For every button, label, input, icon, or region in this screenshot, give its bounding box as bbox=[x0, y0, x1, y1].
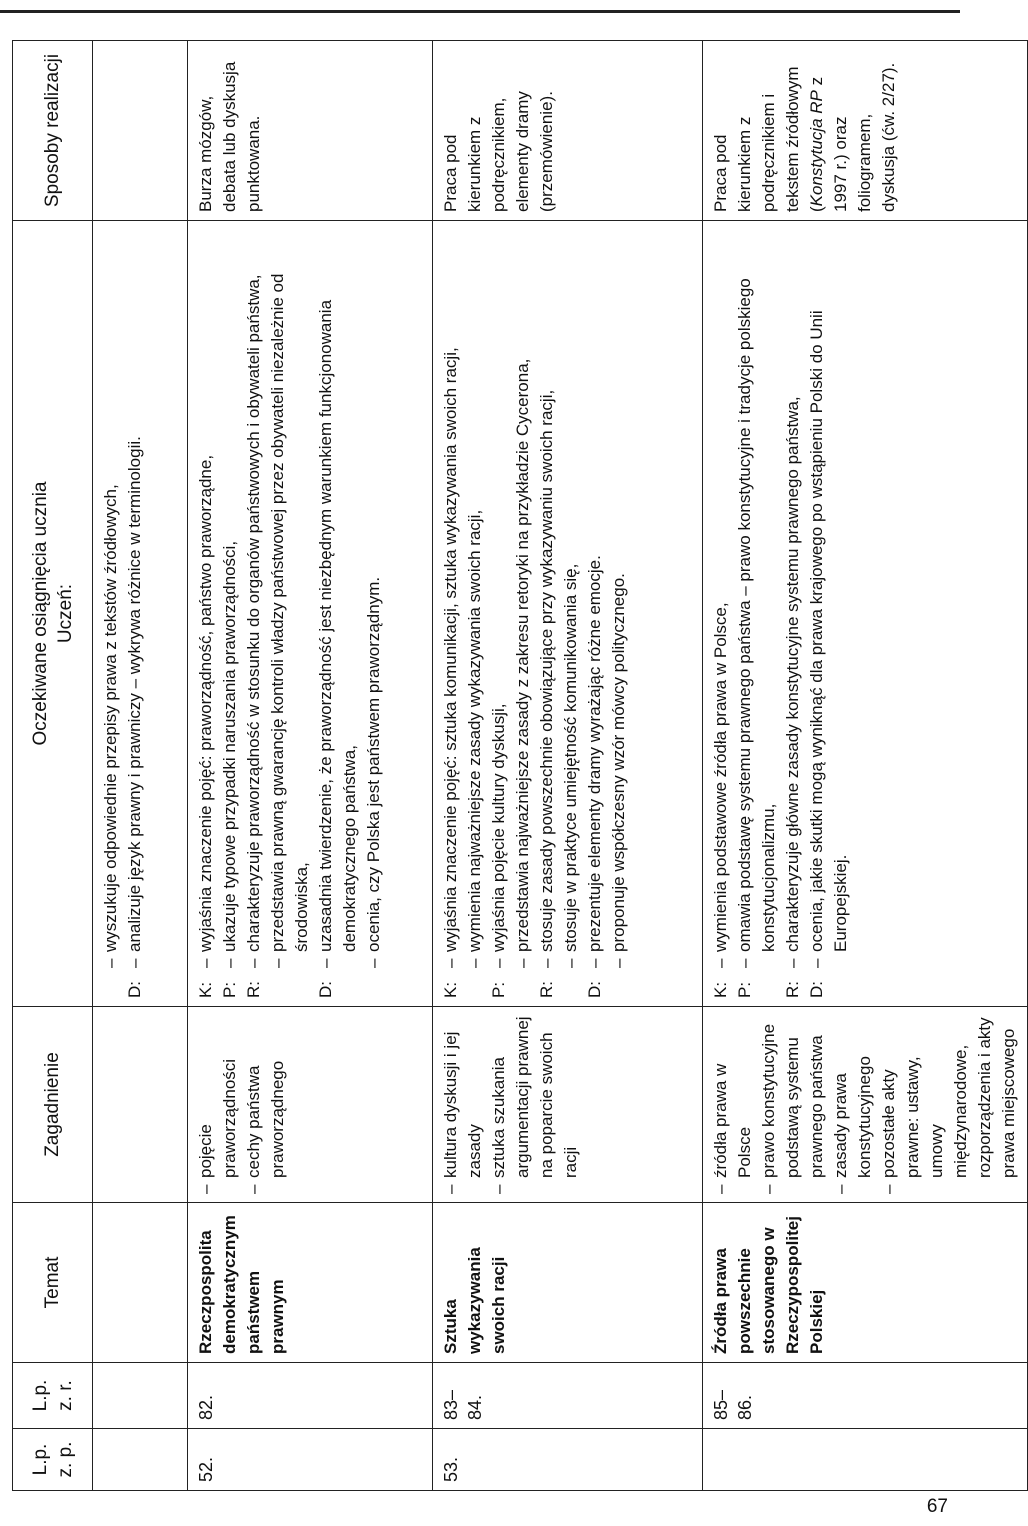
cell-lpzr: 83–84. bbox=[433, 1363, 703, 1429]
cell-lpzr bbox=[93, 1363, 188, 1429]
cell-oczekiwane bbox=[93, 221, 188, 1007]
level-key: K: bbox=[441, 981, 460, 998]
header-lp: L.p. z. p. bbox=[13, 1429, 93, 1491]
header-row bbox=[13, 41, 93, 1491]
list-item: – omawia podstawę systemu prawnego państwa – prawo konstytucyjne i tradycje polskiego konstytucjonalizmu, bbox=[733, 229, 781, 968]
requirement-group bbox=[99, 229, 123, 998]
cell-temat bbox=[93, 1203, 188, 1363]
list-item: – wyszukuje odpowiednie przepisy prawa z tekstów źródłowych, bbox=[99, 229, 123, 968]
cell-zagadnienie bbox=[433, 1007, 703, 1203]
level-key: P: bbox=[735, 981, 754, 998]
list-item: – pozostałe akty prawne: ustawy, umowy międzynarodowe, rozporządzenia i akty prawa miejscowego bbox=[877, 1015, 1021, 1194]
sposoby-text-post: z 1997 r.) oraz foliogramem, dyskusja (ćw. 2/27). bbox=[807, 62, 898, 212]
cell-lp: 53. bbox=[433, 1429, 703, 1491]
header-lpzr: L.p. z. r. bbox=[13, 1363, 93, 1429]
header-sposoby: Sposoby realizacji bbox=[13, 41, 93, 221]
list-item: – ocenia, czy Polska jest państwem praworządnym. bbox=[362, 229, 386, 968]
cell-lpzr: 82. bbox=[188, 1363, 433, 1429]
requirement-group bbox=[439, 229, 487, 998]
rotated-table-wrapper bbox=[12, 41, 1018, 1491]
cell-oczekiwane bbox=[433, 221, 703, 1007]
requirement-group bbox=[314, 229, 386, 998]
requirement-group bbox=[805, 229, 853, 998]
level-key: R: bbox=[244, 981, 263, 998]
list-item: – wymienia najważniejsze zasady wykazywania swoich racji, bbox=[463, 229, 487, 968]
list-item: – przedstawia najważniejsze zasady z zakresu retoryki na przykładzie Cycerona, bbox=[511, 229, 535, 968]
requirement-group bbox=[123, 229, 147, 998]
list-item: – wyjaśnia znaczenie pojęć: praworządność, państwo praworządne, bbox=[194, 229, 218, 968]
list-item: – wymienia podstawowe źródła prawa w Polsce, bbox=[709, 229, 733, 968]
requirement-group bbox=[583, 229, 631, 998]
table-row bbox=[433, 41, 703, 1491]
list-item: – cechy państwa praworządnego bbox=[242, 1015, 290, 1194]
list-item: – wyjaśnia pojęcie kultury dyskusji, bbox=[487, 229, 511, 968]
list-item: – wyjaśnia znaczenie pojęć: sztuka komunikacji, sztuka wykazywania swoich racji, bbox=[439, 229, 463, 968]
list-item: – charakteryzuje praworządność w stosunku do organów państwowych i obywateli państwa, bbox=[242, 229, 266, 968]
list-item: – prezentuje elementy dramy wyrażając różne emocje. bbox=[583, 229, 607, 968]
requirement-group bbox=[242, 229, 314, 998]
list-item: – ocenia, jakie skutki mogą wyniknąć dla prawa krajowego po wstąpieniu Polski do Unii Europejskiej. bbox=[805, 229, 853, 968]
list-item: – sztuka szukania argumentacji prawnej na poparcie swoich racji bbox=[487, 1015, 583, 1194]
list-item: – kultura dyskusji i jej zasady bbox=[439, 1015, 487, 1194]
list-item: – stosuje w praktyce umiejętność komunikowania się, bbox=[559, 229, 583, 968]
requirement-group bbox=[733, 229, 781, 998]
cell-zagadnienie bbox=[188, 1007, 433, 1203]
cell-sposoby bbox=[93, 41, 188, 221]
cell-temat: Źródła prawa powszechnie stosowanego w Rzeczypospolitej Polskiej bbox=[703, 1203, 1028, 1363]
table-row bbox=[703, 41, 1028, 1491]
requirement-group bbox=[194, 229, 218, 998]
header-temat: Temat bbox=[13, 1203, 93, 1363]
list-item: – charakteryzuje główne zasady konstytucyjne systemu prawnego państwa, bbox=[781, 229, 805, 968]
cell-sposoby bbox=[703, 41, 1028, 221]
level-key: D: bbox=[125, 981, 144, 998]
cell-sposoby: Burza mózgów, debata lub dyskusja punktowana. bbox=[188, 41, 433, 221]
cell-temat: Sztuka wykazywania swoich racji bbox=[433, 1203, 703, 1363]
level-key: R: bbox=[537, 981, 556, 998]
header-oczekiwane-title: Oczekiwane osiągnięcia ucznia bbox=[29, 481, 51, 746]
cell-lp bbox=[703, 1429, 1028, 1491]
top-rule bbox=[0, 10, 960, 13]
list-item: – zasady prawa konstytucyjnego bbox=[829, 1015, 877, 1194]
level-key: K: bbox=[711, 981, 730, 998]
requirement-group bbox=[218, 229, 242, 998]
cell-lpzr: 85–86. bbox=[703, 1363, 1028, 1429]
cell-lp: 52. bbox=[188, 1429, 433, 1491]
list-item: – źródła prawa w Polsce bbox=[709, 1015, 757, 1194]
cell-lp bbox=[93, 1429, 188, 1491]
level-key: P: bbox=[489, 981, 508, 998]
page-number: 67 bbox=[926, 1496, 948, 1517]
list-item: – prawo konstytucyjne podstawą systemu prawnego państwa bbox=[757, 1015, 829, 1194]
sposoby-text-pre: Praca pod kierunkiem z podręcznikiem i tekstem źródłowym ( bbox=[711, 66, 826, 212]
sposoby-text-italic: Konstytucja RP bbox=[807, 90, 826, 207]
list-item: – przedstawia prawną gwarancję kontroli władzy państwowej przez obywateli niezależnie od środowiska, bbox=[266, 229, 314, 968]
list-item: – ukazuje typowe przypadki naruszania praworządności, bbox=[218, 229, 242, 968]
level-key: D: bbox=[316, 981, 335, 998]
level-key: R: bbox=[783, 981, 802, 998]
requirement-group bbox=[487, 229, 535, 998]
level-key: D: bbox=[807, 981, 826, 998]
header-uczen: Uczeń: bbox=[54, 583, 76, 644]
list-item: – pojęcie praworządności bbox=[194, 1015, 242, 1194]
list-item: – proponuje współczesny wzór mówcy politycznego. bbox=[607, 229, 631, 968]
level-key: P: bbox=[220, 981, 239, 998]
cell-zagadnienie bbox=[703, 1007, 1028, 1203]
header-zagadnienie: Zagadnienie bbox=[13, 1007, 93, 1203]
table-row bbox=[93, 41, 188, 1491]
cell-oczekiwane bbox=[703, 221, 1028, 1007]
list-item: – stosuje zasady powszechnie obowiązujące przy wykazywaniu swoich racji, bbox=[535, 229, 559, 968]
level-key: K: bbox=[196, 981, 215, 998]
requirement-group bbox=[781, 229, 805, 998]
cell-sposoby: Praca pod kierunkiem z podręcznikiem, elementy dramy (przemówienie). bbox=[433, 41, 703, 221]
list-item: – uzasadnia twierdzenie, że praworządność jest niezbędnym warunkiem funkcjonowania demokratycznego państwa, bbox=[314, 229, 362, 968]
list-item: – analizuje język prawny i prawniczy – wykrywa różnice w terminologii. bbox=[123, 229, 147, 968]
level-key: D: bbox=[585, 981, 604, 998]
curriculum-table bbox=[12, 40, 1028, 1491]
cell-oczekiwane bbox=[188, 221, 433, 1007]
requirement-group bbox=[535, 229, 583, 998]
header-oczekiwane bbox=[13, 221, 93, 1007]
cell-temat: Rzeczpospolita demokratycznym państwem prawnym bbox=[188, 1203, 433, 1363]
cell-zagadnienie bbox=[93, 1007, 188, 1203]
table-row bbox=[188, 41, 433, 1491]
requirement-group bbox=[709, 229, 733, 998]
